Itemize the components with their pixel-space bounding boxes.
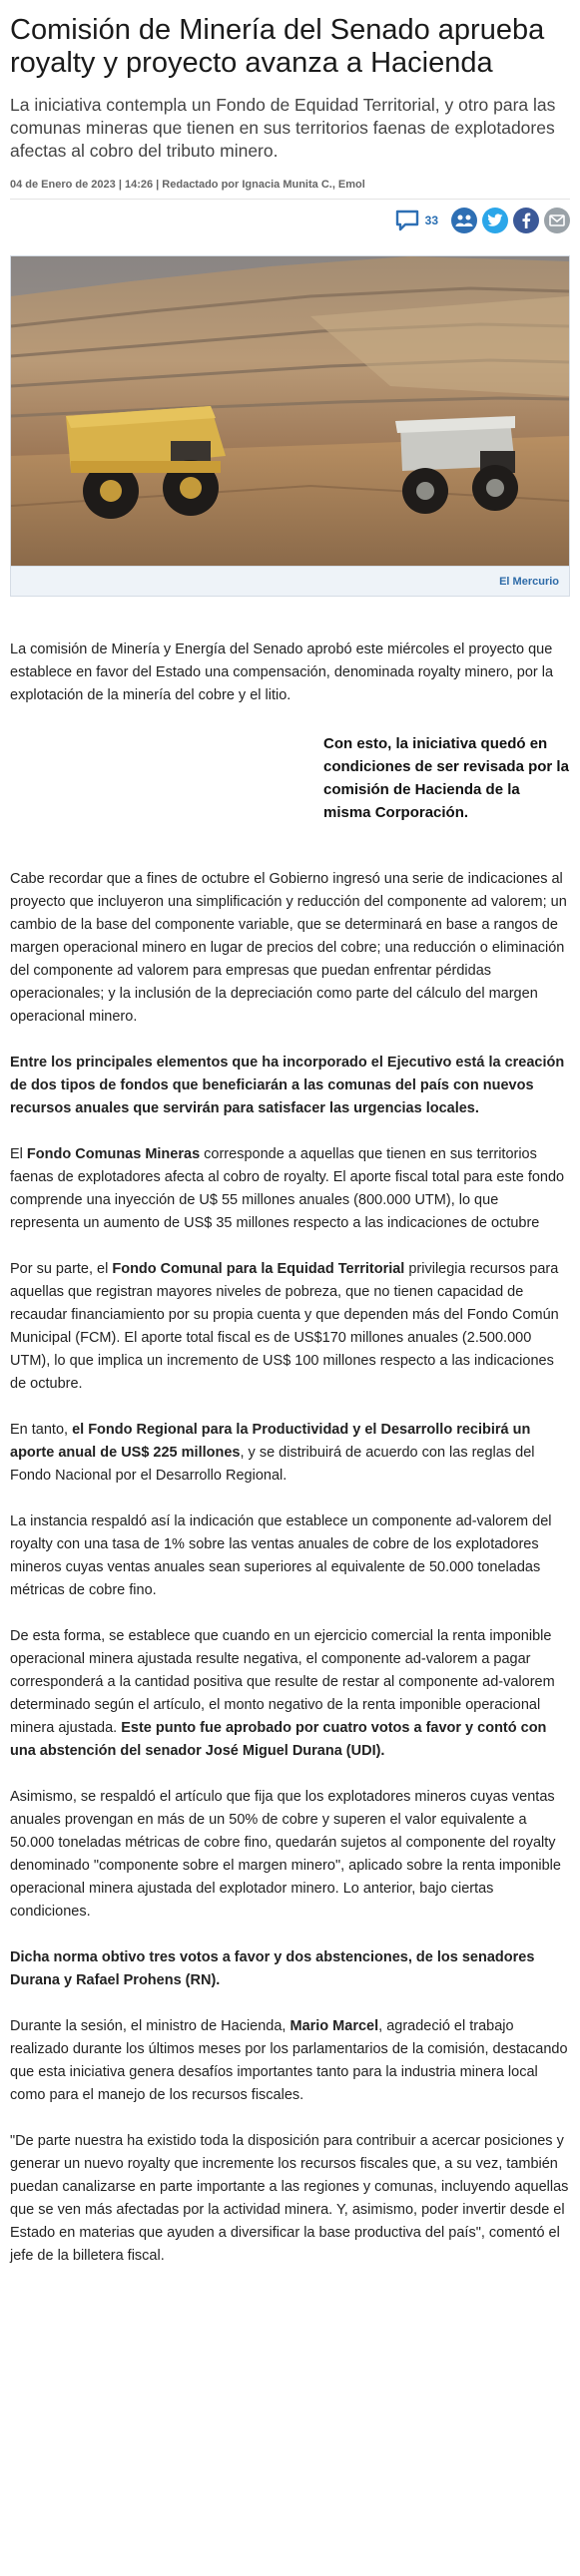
paragraph: En tanto, el Fondo Regional para la Productividad y el Desarrollo recibirá un aporte anual de US$ 225 millones, y se distribuirá de acuerdo con las reglas del Fondo Nacional por el Desarrollo Regional. (10, 1422, 535, 1484)
paragraph: Entre los principales elementos que ha incorporado el Ejecutivo está la creación de dos tipos de fondos que beneficiarán a las comunas del país con nuevos recursos anuales que servirán para satisfacer las urgencias locales. (10, 1055, 565, 1116)
fund-name: Fondo Comunas Mineras (26, 1146, 201, 1162)
paragraph: "De parte nuestra ha existido toda la disposición para contribuir a acercar posiciones y generar un nuevo royalty que incremente los recursos fiscales que, a su vez, también puedan canalizarse en parte importante a las regiones y comunas, incluyendo aquellas que se ven más afectadas por la actividad minera. Y, asimismo, poder invertir desde el Estado en materias que ayuden a diversificar la base productiva del país", comentó el jefe de la billetera fiscal. (10, 2133, 569, 2264)
share-button[interactable] (451, 208, 477, 233)
paragraph: Por su parte, el Fondo Comunal para la Equidad Territorial privilegia recursos para aquellas que registran mayores niveles de pobreza, que no tienen capacidad de recaudar financiamiento por su propia cuenta y que dependen más del Fondo Común Municipal (FCM). El aporte total fiscal es de US$170 millones anuales (2.500.000 UTM), lo que implica un incremento de US$ 100 millones respecto a las indicaciones de octubre. (10, 1261, 559, 1392)
comment-icon (395, 210, 419, 231)
mail-icon (549, 215, 565, 226)
social-bar (10, 204, 570, 237)
vote-note: Este punto fue aprobado por cuatro votos a favor y contó con una abstención del senador José Miguel Durana (UDI). (10, 1720, 547, 1759)
pull-quote-spacer (323, 832, 570, 842)
paragraph: Asimismo, se respaldó el artículo que fija que los explotadores mineros cuyas ventas anuales provengan en más de un 50% de cobre y superen el valor equivalente a 50.000 toneladas métricas de cobre fino, quedarán sujetos al componente del royalty denominado "componente sobre el margen minero", aplicado sobre la renta imponible operacional minera ajustada del explotador minero. Lo anterior, bajo ciertas condiciones. (10, 1789, 561, 1920)
paragraph: La comisión de Minería y Energía del Senado aprobó este miércoles el proyecto que establece en favor del Estado una compensación, denominada royalty minero, por la explotación de la minería del cobre y el litio. (10, 642, 554, 703)
fund-name: Fondo Comunal para la Equidad Territorial (112, 1261, 405, 1277)
paragraph: El Fondo Comunas Mineras corresponde a aquellas que tienen en sus territorios faenas de explotadores afecta al cobro de royalty. El aporte fiscal total para este fondo comprende una inyección de U$ 55 millones anuales (800.000 UTM), lo que representa un aumento de US$ 35 millones respecto a las indicaciones de octubre (10, 1146, 565, 1231)
comments-link[interactable] (395, 210, 438, 231)
article-body (10, 639, 570, 2268)
facebook-button[interactable] (513, 208, 539, 233)
mining-trucks-photo (11, 256, 569, 566)
comment-count: 33 (424, 214, 438, 227)
share-icon (455, 214, 473, 227)
email-button[interactable] (544, 208, 570, 233)
twitter-button[interactable] (482, 208, 508, 233)
paragraph: De esta forma, se establece que cuando en un ejercicio comercial la renta imponible operacional minera ajustada resulte negativa, el componente ad-valorem a pagar corresponderá a la cantidad positiva que resulte de restar al componente ad-valorem determinado según el artículo, el monto negativo de la renta imponible operacional minera ajustada. Este punto fue aprobado por cuatro votos a favor y contó con una abstención del senador José Miguel Durana (UDI). (10, 1628, 555, 1759)
paragraph: Dicha norma obtivo tres votos a favor y dos abstenciones, de los senadores Durana y Rafael Prohens (RN). (10, 1949, 535, 1988)
article-figure (10, 255, 570, 597)
minister-name: Mario Marcel (290, 2018, 379, 2034)
pull-quote: Con esto, la iniciativa quedó en condiciones de ser revisada por la comisión de Hacienda de la misma Corporación. (323, 735, 569, 821)
paragraph: La instancia respaldó así la indicación que establece un componente ad-valorem del royalty con una tasa de 1% sobre las ventas anuales de cobre de los explotadores mineros cuyas ventas anuales sean superiores al equivalente de 50.000 toneladas métricas de cobre fino. (10, 1513, 552, 1598)
paragraph: Cabe recordar que a fines de octubre el Gobierno ingresó una serie de indicaciones al proyecto que incluyeron una simplificación y reducción del componente ad valorem; un cambio de la base del componente variable, que se determinará en base a rangos de margen operacional minero en lugar de precios del cobre; una reducción o eliminación del componente ad valorem para empresas que puedan enfrentar pérdidas operacionales; y la inclusión de la depreciación como parte del cálculo del margen operacional minero. (10, 871, 567, 1025)
article-lead: La iniciativa contempla un Fondo de Equidad Territorial, y otro para las comunas mineras que tienen en sus territorios faenas de explotadores afectas al cobro del tributo minero. (10, 95, 556, 161)
twitter-icon (487, 214, 503, 227)
article-byline: 04 de Enero de 2023 | 14:26 | Redactado por Ignacia Munita C., Emol (10, 179, 570, 200)
facebook-icon (521, 213, 531, 228)
fund-name: el Fondo Regional para la Productividad y el Desarrollo recibirá un aporte anual de US$ 225 millones (10, 1422, 531, 1461)
article-title: Comisión de Minería del Senado aprueba royalty y proyecto avanza a Hacienda (10, 14, 545, 79)
paragraph: Durante la sesión, el ministro de Hacienda, Mario Marcel, agradeció el trabajo realizado durante los últimos meses por los parlamentarios de la comisión, destacando que esta iniciativa genera desafíos importantes tanto para la industria minera local como para el manejo de los recursos fiscales. (10, 2018, 568, 2103)
photo-caption: El Mercurio (11, 566, 569, 596)
